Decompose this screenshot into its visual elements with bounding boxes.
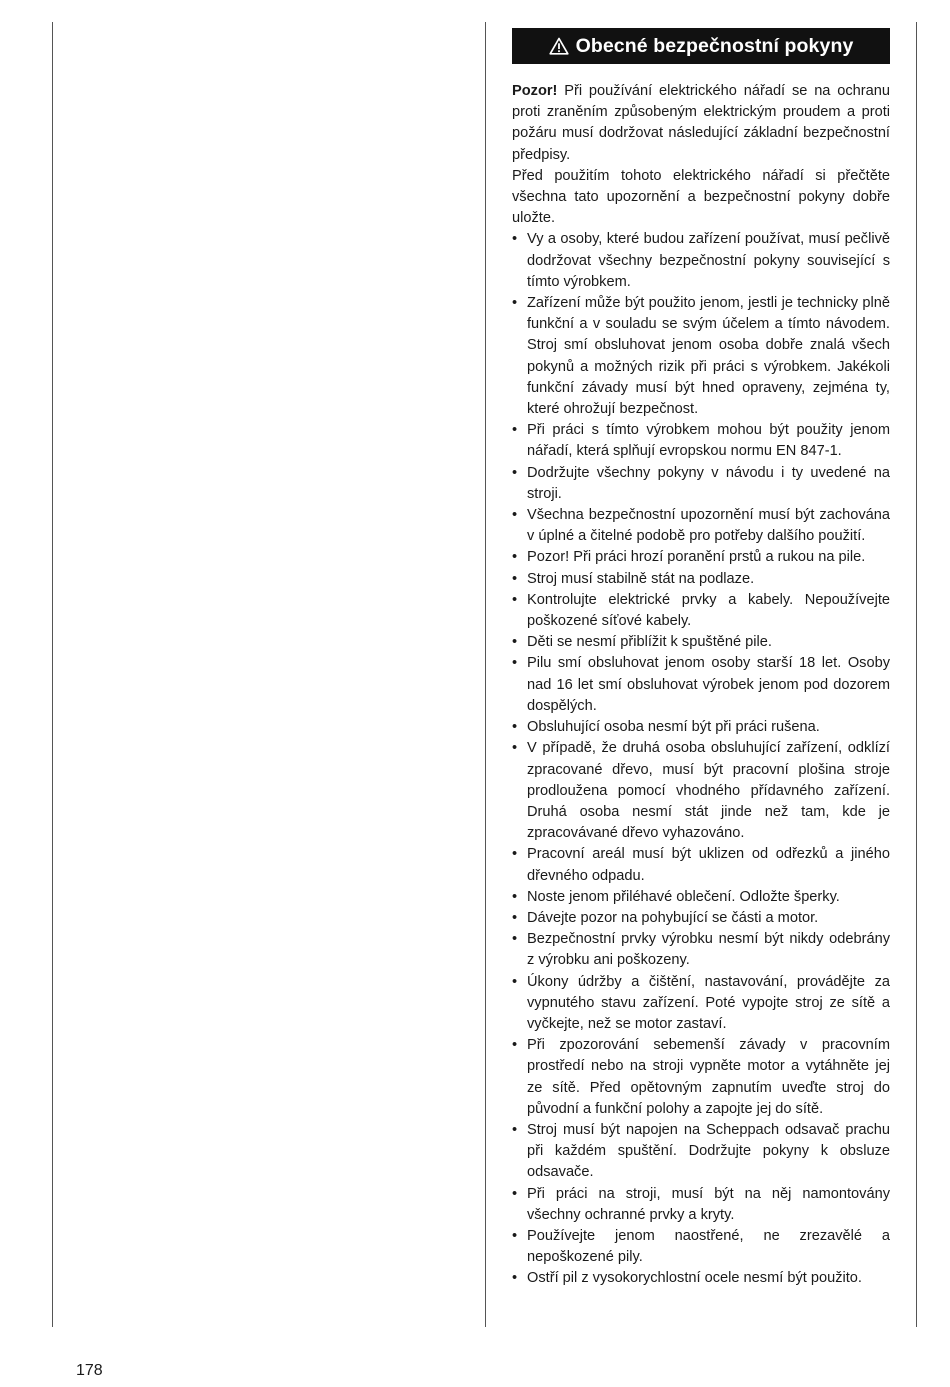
section-body xyxy=(512,81,890,1290)
bullet-marker: • xyxy=(512,1121,518,1138)
list-item-text: Ostří pil z vysokorychlostní ocele nesmí být použito. xyxy=(527,1270,862,1287)
list-item xyxy=(512,1120,890,1184)
list-item-text: Vy a osoby, které budou zařízení používat, musí pečlivě dodržovat všechny bezpečnostní pokyny související s tímto výrobkem. xyxy=(527,231,890,290)
section-heading xyxy=(512,28,890,64)
list-item xyxy=(512,229,890,293)
bullet-marker: • xyxy=(512,570,518,587)
section-title: Obecné bezpečnostní pokyny xyxy=(575,34,854,57)
list-item-text: Pozor! Při práci hrozí poranění prstů a rukou na pile. xyxy=(527,549,866,566)
list-item xyxy=(512,653,890,717)
list-item-text: Při práci na stroji, musí být na něj namontovány všechny ochranné prvky a kryty. xyxy=(527,1185,890,1223)
list-item-text: V případě, že druhá osoba obsluhující zařízení, odklízí zpracované dřevo, musí být pracovní plošina stroje prodloužena pomocí vhodného přídavného zařízení. Druhá osoba nesmí stát jinde než tam, kde je zpracovávané dřevo vyhazováno. xyxy=(527,740,890,842)
list-item-text: Bezpečnostní prvky výrobku nesmí být nikdy odebrány z výrobku ani poškozeny. xyxy=(527,931,890,969)
bullet-marker: • xyxy=(512,591,518,608)
list-item-text: Úkony údržby a čištění, nastavování, provádějte za vypnutého stavu zařízení. Poté vypojte stroj ze sítě a vyčkejte, než se motor zastaví. xyxy=(527,973,890,1032)
list-item xyxy=(512,505,890,547)
list-item-text: Při zpozorování sebemenší závady v pracovním prostředí nebo na stroji vypněte motor a vytáhněte jej ze sítě. Před opětovným zapnutím uveďte stroj do původní a funkční polohy a zapojte jej do sítě. xyxy=(527,1037,890,1117)
bullet-marker: • xyxy=(512,1185,518,1202)
intro-lead: Pozor! xyxy=(512,83,558,99)
list-item xyxy=(512,929,890,971)
list-item xyxy=(512,293,890,420)
list-item xyxy=(512,420,890,462)
list-item xyxy=(512,887,890,908)
list-item xyxy=(512,547,890,568)
list-item xyxy=(512,972,890,1036)
list-item xyxy=(512,717,890,738)
bullet-marker: • xyxy=(512,1227,518,1244)
list-item-text: Stroj musí být napojen na Scheppach odsavač prachu při každém spuštění. Dodržujte pokyny k obsluze odsavače. xyxy=(527,1121,890,1181)
safety-instructions-column xyxy=(512,28,890,1290)
list-item-text: Obsluhující osoba nesmí být při práci rušena. xyxy=(527,719,820,736)
list-item xyxy=(512,844,890,886)
list-item xyxy=(512,569,890,590)
safety-rules-list xyxy=(512,229,890,1289)
column-divider-left xyxy=(52,22,53,1327)
bullet-marker: • xyxy=(512,295,518,312)
bullet-marker: • xyxy=(512,422,518,439)
bullet-marker: • xyxy=(512,740,518,757)
bullet-marker: • xyxy=(512,719,518,736)
list-item-text: Zařízení může být použito jenom, jestli je technicky plně funkční a v souladu se svým účelem a tímto návodem. Stroj smí obsluhovat jenom osoba dobře znalá všech pokynů a možných rizik při práci s výrobkem. Jakékoli funkční závady musí být hned opraveny, zejména ty, které ohrožují bezpečnost. xyxy=(527,295,890,418)
bullet-marker: • xyxy=(512,1270,518,1287)
column-divider-middle xyxy=(485,22,486,1327)
warning-triangle-icon xyxy=(549,37,569,55)
bullet-marker: • xyxy=(512,1037,518,1054)
bullet-marker: • xyxy=(512,507,518,524)
list-item-text: Všechna bezpečnostní upozornění musí být zachována v úplné a čitelné podobě pro potřeby dalšího použití. xyxy=(527,507,890,545)
page-number: 178 xyxy=(76,1362,103,1379)
bullet-marker: • xyxy=(512,464,518,481)
list-item-text: Při práci s tímto výrobkem mohou být použity jenom nářadí, která splňují evropskou normu EN 847-1. xyxy=(527,422,890,460)
list-item-text: Děti se nesmí přiblížit k spuštěné pile. xyxy=(527,634,772,651)
list-item xyxy=(512,632,890,653)
list-item-text: Noste jenom přiléhavé oblečení. Odložte šperky. xyxy=(527,888,840,905)
bullet-marker: • xyxy=(512,888,518,905)
bullet-marker: • xyxy=(512,655,518,672)
list-item-text: Dávejte pozor na pohybující se části a motor. xyxy=(527,909,819,926)
list-item xyxy=(512,1226,890,1268)
list-item xyxy=(512,1268,890,1289)
bullet-marker: • xyxy=(512,549,518,566)
intro-text: Při používání elektrického nářadí se na ochranu proti zraněním způsobeným elektrickým proudem a proti požáru musí dodržovat následující základní bezpečnostní předpisy. xyxy=(512,83,890,163)
bullet-marker: • xyxy=(512,846,518,863)
intro-paragraph-2: Před použitím tohoto elektrického nářadí si přečtěte všechna tato upozornění a bezpečnostní pokyny dobře uložte. xyxy=(512,167,890,227)
list-item xyxy=(512,908,890,929)
list-item-text: Používejte jenom naostřené, ne zrezavělé a nepoškozené pily. xyxy=(527,1227,890,1266)
list-item xyxy=(512,1184,890,1226)
bullet-marker: • xyxy=(512,634,518,651)
list-item xyxy=(512,590,890,632)
bullet-marker: • xyxy=(512,231,518,248)
list-item-text: Dodržujte všechny pokyny v návodu i ty uvedené na stroji. xyxy=(527,464,890,502)
intro-paragraph xyxy=(512,81,890,166)
column-divider-right xyxy=(916,22,917,1327)
list-item-text: Stroj musí stabilně stát na podlaze. xyxy=(527,570,755,587)
list-item-text: Kontrolujte elektrické prvky a kabely. Nepoužívejte poškozené síťové kabely. xyxy=(527,591,890,630)
bullet-marker: • xyxy=(512,931,518,948)
list-item-text: Pilu smí obsluhovat jenom osoby starší 18 let. Osoby nad 16 let smí obsluhovat výrobek jenom pod dozorem dospělých. xyxy=(527,655,890,714)
list-item-text: Pracovní areál musí být uklizen od odřezků a jiného dřevného odpadu. xyxy=(527,846,890,884)
list-item xyxy=(512,463,890,505)
list-item xyxy=(512,738,890,844)
bullet-marker: • xyxy=(512,909,518,926)
list-item xyxy=(512,1035,890,1120)
bullet-marker: • xyxy=(512,973,518,990)
